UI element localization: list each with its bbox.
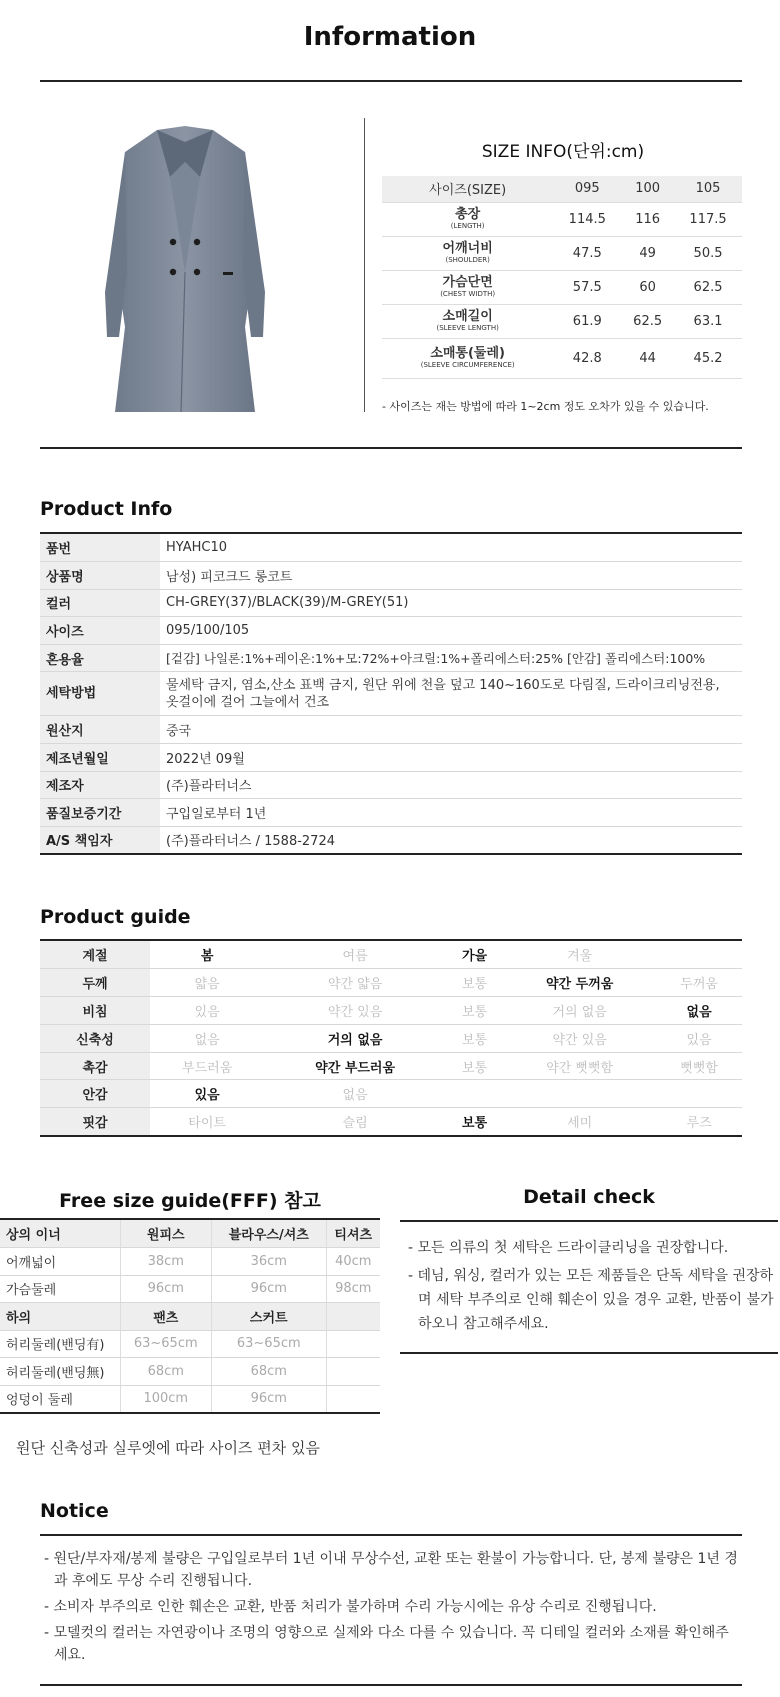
guide-key: 안감 xyxy=(40,1080,150,1108)
size-cell: 47.5 xyxy=(553,236,621,270)
free-size-cell: 블라우스/셔츠 xyxy=(212,1220,327,1248)
size-header-label: 사이즈(SIZE) xyxy=(382,176,553,202)
notice-item: - 모델컷의 컬러는 자연광이나 조명의 영향으로 실제와 다소 다를 수 있습니다. 꼭 디테일 컬러와 소재를 확인해주세요. xyxy=(44,1625,729,1663)
info-key: 품번 xyxy=(40,534,160,562)
info-key: 품질보증기간 xyxy=(40,799,160,827)
notice-item: - 소비자 부주의로 인한 훼손은 교환, 반품 처리가 불가하며 수리 가능시에는 유상 수리로 진행됩니다. xyxy=(44,1599,657,1615)
guide-option: 약간 부드러움 xyxy=(264,1052,446,1080)
info-key: 컬러 xyxy=(40,589,160,617)
product-guide-title: Product guide xyxy=(40,906,191,928)
size-row-label: 가슴단면 xyxy=(442,275,493,290)
table-row xyxy=(40,617,742,645)
info-value: (주)플라터너스 xyxy=(160,771,742,799)
size-cell: 45.2 xyxy=(674,338,742,378)
guide-option: 없음 xyxy=(150,1024,264,1052)
info-value: 물세탁 금지, 염소,산소 표백 금지, 원단 위에 천을 덮고 140~160도로 다림질, 드라이크리닝전용, 옷걸이에 걸어 그늘에서 건조 xyxy=(160,672,742,716)
size-row-label: 총장 xyxy=(455,207,481,222)
info-value: [겉감] 나일론:1%+레이온:1%+모:72%+아크릴:1%+폴리에스터:25% [안감] 폴리에스터:100% xyxy=(160,644,742,672)
table-row xyxy=(40,826,742,854)
guide-option xyxy=(656,941,742,969)
guide-option: 타이트 xyxy=(150,1108,264,1136)
free-size-cell: 98cm xyxy=(326,1275,380,1303)
free-size-cell: 63~65cm xyxy=(120,1330,212,1358)
size-row-label: 어깨너비 xyxy=(442,241,493,256)
free-size-cell: 68cm xyxy=(212,1358,327,1386)
table-row xyxy=(40,771,742,799)
guide-key: 계절 xyxy=(40,941,150,969)
size-row-length xyxy=(382,202,742,236)
size-header-100: 100 xyxy=(621,176,674,202)
information-bottom-rule xyxy=(40,447,742,449)
information-top-rule xyxy=(40,80,742,82)
guide-row xyxy=(40,941,742,969)
guide-key: 신축성 xyxy=(40,1024,150,1052)
guide-key: 비침 xyxy=(40,997,150,1025)
info-value: CH-GREY(37)/BLACK(39)/M-GREY(51) xyxy=(160,589,742,617)
free-size-note: 원단 신축성과 실루엣에 따라 사이즈 편차 있음 xyxy=(16,1439,320,1457)
free-size-cell: 96cm xyxy=(120,1275,212,1303)
guide-option: 여름 xyxy=(264,941,446,969)
guide-option: 있음 xyxy=(150,997,264,1025)
guide-key: 두께 xyxy=(40,969,150,997)
guide-option: 뻣뻣함 xyxy=(656,1052,742,1080)
guide-option: 있음 xyxy=(150,1080,264,1108)
size-header-095: 095 xyxy=(553,176,621,202)
info-value: 남성) 피코크드 롱코트 xyxy=(160,562,742,590)
guide-option: 가을 xyxy=(446,941,503,969)
free-size-cell xyxy=(326,1330,380,1358)
size-cell: 62.5 xyxy=(621,304,674,338)
table-row xyxy=(0,1220,380,1248)
size-info-title: SIZE INFO(단위:cm) xyxy=(481,142,645,162)
size-row-sublabel: (SLEEVE CIRCUMFERENCE) xyxy=(420,361,515,369)
free-size-cell: 68cm xyxy=(120,1358,212,1386)
free-size-cell: 40cm xyxy=(326,1248,380,1276)
detail-check-item: - 데님, 워싱, 컬러가 있는 모든 제품들은 단독 세탁을 권장하며 세탁 부주의로 인해 훼손이 있을 경우 교환, 반품이 불가하오니 참고해주세요. xyxy=(408,1268,774,1332)
detail-check-item: - 모든 의류의 첫 세탁은 드라이클리닝을 권장합니다. xyxy=(408,1240,729,1256)
table-row xyxy=(40,562,742,590)
info-key: A/S 책임자 xyxy=(40,826,160,854)
guide-option: 거의 없음 xyxy=(503,997,656,1025)
table-row xyxy=(40,799,742,827)
guide-option: 보통 xyxy=(446,1052,503,1080)
free-size-cell: 63~65cm xyxy=(212,1330,327,1358)
size-table xyxy=(382,176,742,379)
info-key: 혼용율 xyxy=(40,644,160,672)
table-row xyxy=(0,1358,380,1386)
size-row-label: 소매통(둘레) xyxy=(430,346,505,361)
guide-row xyxy=(40,1052,742,1080)
table-row xyxy=(40,534,742,562)
info-key: 사이즈 xyxy=(40,617,160,645)
info-value: 중국 xyxy=(160,716,742,744)
free-size-cell: 티셔츠 xyxy=(326,1220,380,1248)
size-cell: 44 xyxy=(621,338,674,378)
guide-option: 약간 있음 xyxy=(264,997,446,1025)
info-key: 제조년월일 xyxy=(40,744,160,772)
guide-option: 없음 xyxy=(656,997,742,1025)
information-title: Information xyxy=(303,22,477,52)
free-size-cell: 어깨넓이 xyxy=(0,1248,120,1276)
guide-row xyxy=(40,1108,742,1136)
product-info-table xyxy=(40,534,742,855)
free-size-cell: 36cm xyxy=(212,1248,327,1276)
size-cell: 62.5 xyxy=(674,270,742,304)
notice-title: Notice xyxy=(40,1500,109,1522)
guide-option: 부드러움 xyxy=(150,1052,264,1080)
detail-check-title: Detail check xyxy=(523,1186,655,1208)
guide-option: 약간 있음 xyxy=(503,1024,656,1052)
size-row-sleeve-length xyxy=(382,304,742,338)
free-size-table xyxy=(0,1220,380,1414)
size-row-sublabel: (CHEST WIDTH) xyxy=(440,290,496,298)
table-row xyxy=(0,1330,380,1358)
guide-option xyxy=(446,1080,503,1108)
guide-row xyxy=(40,1024,742,1052)
table-row xyxy=(40,589,742,617)
size-cell: 63.1 xyxy=(674,304,742,338)
size-row-sublabel: (SHOULDER) xyxy=(445,256,490,264)
notice-box xyxy=(40,1534,742,1686)
free-size-guide-title: Free size guide(FFF) 참고 xyxy=(59,1190,321,1212)
free-size-cell: 원피스 xyxy=(120,1220,212,1248)
free-size-cell xyxy=(326,1303,380,1331)
free-size-cell: 가슴둘레 xyxy=(0,1275,120,1303)
size-row-shoulder xyxy=(382,236,742,270)
guide-option: 보통 xyxy=(446,997,503,1025)
size-cell: 61.9 xyxy=(553,304,621,338)
size-header-105: 105 xyxy=(674,176,742,202)
guide-option: 봄 xyxy=(150,941,264,969)
table-row xyxy=(40,716,742,744)
size-note: - 사이즈는 재는 방법에 따라 1~2cm 정도 오차가 있을 수 있습니다. xyxy=(382,400,709,413)
size-cell: 50.5 xyxy=(674,236,742,270)
info-key: 세탁방법 xyxy=(40,672,160,716)
detail-check-box xyxy=(400,1220,778,1354)
free-size-cell: 100cm xyxy=(120,1385,212,1413)
info-value: 095/100/105 xyxy=(160,617,742,645)
guide-option: 없음 xyxy=(264,1080,446,1108)
coat-product-image xyxy=(95,122,275,422)
table-row xyxy=(40,672,742,716)
size-cell: 57.5 xyxy=(553,270,621,304)
size-row-sublabel: (SLEEVE LENGTH) xyxy=(436,324,499,332)
free-size-cell xyxy=(326,1358,380,1386)
free-size-cell: 38cm xyxy=(120,1248,212,1276)
info-value: (주)플라터너스 / 1588-2724 xyxy=(160,826,742,854)
free-size-cell: 상의 이너 xyxy=(0,1220,120,1248)
free-size-cell: 허리둘레(밴딩無) xyxy=(0,1358,120,1386)
product-guide-table xyxy=(40,941,742,1137)
free-size-cell: 허리둘레(밴딩有) xyxy=(0,1330,120,1358)
guide-row xyxy=(40,997,742,1025)
guide-option: 세미 xyxy=(503,1108,656,1136)
guide-option: 두꺼움 xyxy=(656,969,742,997)
guide-option: 보통 xyxy=(446,1108,503,1136)
free-size-cell: 96cm xyxy=(212,1385,327,1413)
free-size-cell: 96cm xyxy=(212,1275,327,1303)
free-size-cell xyxy=(326,1385,380,1413)
size-cell: 114.5 xyxy=(553,202,621,236)
guide-option: 약간 두꺼움 xyxy=(503,969,656,997)
guide-option: 보통 xyxy=(446,969,503,997)
guide-key: 촉감 xyxy=(40,1052,150,1080)
info-value: 구입일로부터 1년 xyxy=(160,799,742,827)
table-row xyxy=(40,744,742,772)
free-size-cell: 엉덩이 둘레 xyxy=(0,1385,120,1413)
guide-option: 약간 뻣뻣함 xyxy=(503,1052,656,1080)
size-row-sleeve-circumference xyxy=(382,338,742,378)
table-row xyxy=(0,1385,380,1413)
size-cell: 60 xyxy=(621,270,674,304)
notice-item: - 원단/부자재/봉제 불량은 구입일로부터 1년 이내 무상수선, 교환 또는 환불이 가능합니다. 단, 봉제 불량은 1년 경과 후에도 무상 수리 진행됩니다. xyxy=(44,1551,738,1589)
info-key: 원산지 xyxy=(40,716,160,744)
guide-option: 겨울 xyxy=(503,941,656,969)
guide-row xyxy=(40,969,742,997)
info-value: HYAHC10 xyxy=(160,534,742,562)
size-row-chest xyxy=(382,270,742,304)
information-vertical-divider xyxy=(364,118,365,412)
size-cell: 116 xyxy=(621,202,674,236)
size-row-label: 소매길이 xyxy=(442,309,493,324)
product-info-title: Product Info xyxy=(40,498,173,520)
size-table-header xyxy=(382,176,742,202)
size-row-sublabel: (LENGTH) xyxy=(450,222,485,230)
size-cell: 42.8 xyxy=(553,338,621,378)
guide-option: 약간 얇음 xyxy=(264,969,446,997)
guide-key: 핏감 xyxy=(40,1108,150,1136)
info-key: 제조자 xyxy=(40,771,160,799)
free-size-cell: 하의 xyxy=(0,1303,120,1331)
info-key: 상품명 xyxy=(40,562,160,590)
table-row xyxy=(40,644,742,672)
guide-option xyxy=(656,1080,742,1108)
table-row xyxy=(0,1275,380,1303)
free-size-cell: 스커트 xyxy=(212,1303,327,1331)
guide-option: 있음 xyxy=(656,1024,742,1052)
guide-option: 루즈 xyxy=(656,1108,742,1136)
table-row xyxy=(0,1248,380,1276)
guide-row xyxy=(40,1080,742,1108)
size-cell: 49 xyxy=(621,236,674,270)
guide-option: 얇음 xyxy=(150,969,264,997)
free-size-cell: 팬츠 xyxy=(120,1303,212,1331)
guide-option: 거의 없음 xyxy=(264,1024,446,1052)
info-value: 2022년 09월 xyxy=(160,744,742,772)
guide-option: 보통 xyxy=(446,1024,503,1052)
guide-option: 슬림 xyxy=(264,1108,446,1136)
size-cell: 117.5 xyxy=(674,202,742,236)
table-row xyxy=(0,1303,380,1331)
guide-option xyxy=(503,1080,656,1108)
